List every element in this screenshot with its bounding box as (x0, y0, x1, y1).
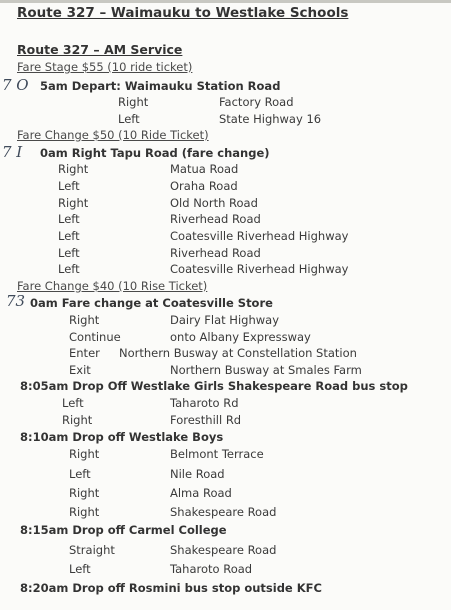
direction-label: Right (62, 413, 93, 427)
road-name: Shakespeare Road (170, 543, 277, 557)
direction-label: Right (58, 162, 89, 176)
handwritten-time-digits: 7 O (2, 76, 29, 94)
road-name: Riverhead Road (170, 246, 261, 260)
stop-tapu-road: 0am Right Tapu Road (fare change) (40, 146, 270, 160)
road-name: Coatesville Riverhead Highway (170, 262, 349, 276)
road-name: Taharoto Road (170, 562, 253, 576)
stop-rosmini: 8:20am Drop off Rosmini bus stop outside KFC (20, 581, 322, 595)
road-name: Oraha Road (170, 179, 238, 193)
stop-carmel-college: 8:15am Drop off Carmel College (20, 523, 227, 537)
direction-label: Right (69, 313, 100, 327)
road-name: Old North Road (170, 196, 258, 210)
road-name: Coatesville Riverhead Highway (170, 229, 349, 243)
road-name: onto Albany Expressway (170, 330, 311, 344)
direction-label: Left (58, 246, 80, 260)
fare-change-2: Fare Change $50 (10 Ride Ticket) (17, 128, 209, 142)
road-name: Taharoto Rd (170, 396, 239, 410)
road-name: Alma Road (170, 486, 232, 500)
fare-stage-1: Fare Stage $55 (10 ride ticket) (17, 60, 193, 74)
service-heading: Route 327 – AM Service (17, 42, 183, 57)
direction-label: Continue (69, 330, 121, 344)
stop-depart-waimauku: 5am Depart: Waimauku Station Road (40, 79, 281, 93)
direction-label: Left (69, 562, 91, 576)
direction-label: Left (69, 467, 91, 481)
road-name: Belmont Terrace (170, 447, 264, 461)
handwritten-time-digits: 73 (6, 292, 26, 310)
handwritten-time-digits: 7 I (2, 143, 23, 161)
road-name: Shakespeare Road (170, 505, 277, 519)
fare-change-3: Fare Change $40 (10 Rise Ticket) (17, 279, 208, 293)
direction-label: Right (69, 505, 100, 519)
direction-label: Right (118, 95, 149, 109)
road-name: Foresthill Rd (170, 413, 242, 427)
road-name: Northern Busway at Smales Farm (170, 363, 362, 377)
direction-label: Straight (69, 543, 115, 557)
road-name: Northern Busway at Constellation Station (119, 346, 357, 360)
direction-label: Exit (69, 363, 91, 377)
road-name: Factory Road (219, 95, 294, 109)
direction-label: Left (58, 262, 80, 276)
direction-label: Right (69, 447, 100, 461)
direction-label: Left (58, 212, 80, 226)
page-top-edge (0, 0, 451, 3)
direction-label: Left (58, 179, 80, 193)
direction-label: Left (118, 112, 140, 126)
stop-coatesville-store: 0am Fare change at Coatesville Store (30, 296, 273, 310)
stop-westlake-girls: 8:05am Drop Off Westlake Girls Shakespeare Road bus stop (20, 379, 408, 393)
direction-label: Left (62, 396, 84, 410)
road-name: Nile Road (170, 467, 225, 481)
road-name: Riverhead Road (170, 212, 261, 226)
route-title: Route 327 – Waimauku to Westlake Schools (17, 5, 349, 21)
road-name: Matua Road (170, 162, 239, 176)
direction-label: Right (69, 486, 100, 500)
road-name: State Highway 16 (219, 112, 322, 126)
road-name: Dairy Flat Highway (170, 313, 279, 327)
direction-label: Left (58, 229, 80, 243)
stop-westlake-boys: 8:10am Drop off Westlake Boys (20, 430, 224, 444)
direction-label: Enter (69, 346, 100, 360)
direction-label: Right (58, 196, 89, 210)
